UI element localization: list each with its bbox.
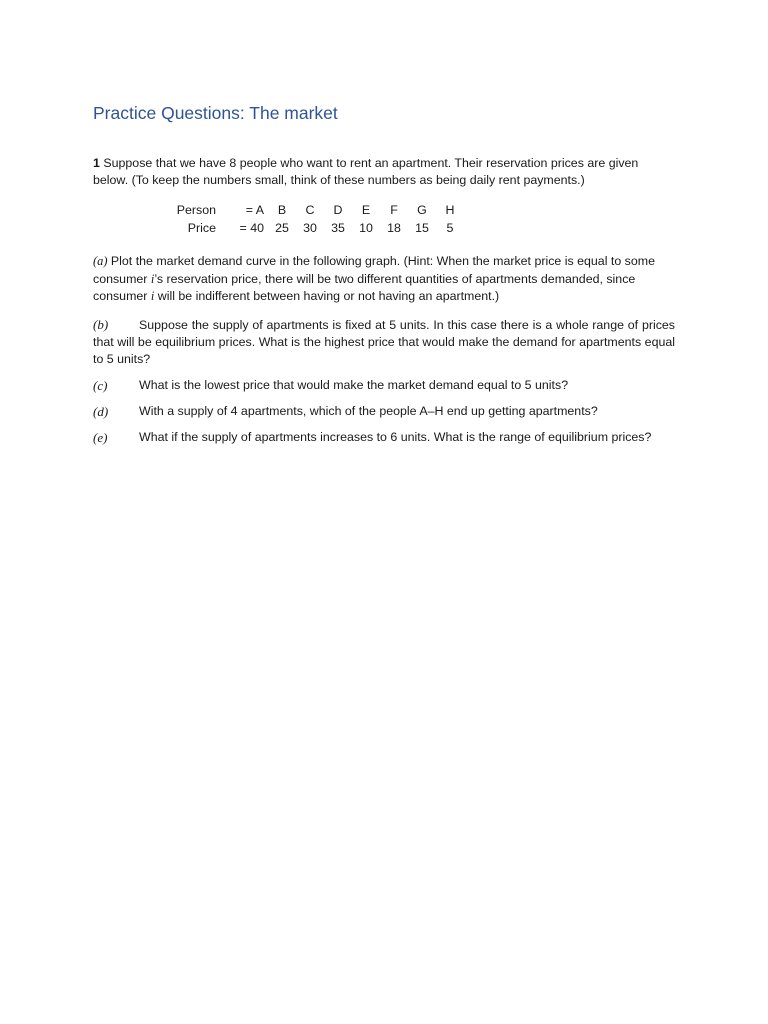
table-cell: 10	[359, 221, 373, 235]
part-c-label: (c)	[93, 378, 108, 394]
table-cell: = A	[245, 203, 264, 217]
document-page	[93, 102, 675, 446]
part-e	[93, 429, 675, 446]
table-cell: B	[277, 203, 287, 217]
table-cell: 18	[387, 221, 401, 235]
part-a-label: (a)	[93, 254, 108, 268]
row-label-price: Price	[187, 221, 216, 235]
part-a-text-1: Plot the market demand curve in the following graph. (Hint: When the market price is equal to some consumer	[93, 254, 655, 286]
page-title: Practice Questions: The market	[93, 103, 338, 123]
table-cell: E	[361, 203, 371, 217]
table-cell: 15	[415, 221, 429, 235]
question-1-text: Suppose that we have 8 people who want to rent an apartment. Their reservation prices are given below. (To keep the numbers small, think of these numbers as being daily rent payments.)	[93, 156, 639, 187]
part-a-italic-i-1: i	[150, 271, 155, 286]
part-b-text: Suppose the supply of apartments is fixed at 5 units. In this case there is a whole range of prices that will be equilibrium prices. What is the highest price that would make the demand for apartments equal to 5 units?	[93, 317, 675, 367]
table-cell: G	[417, 203, 427, 217]
part-d-label: (d)	[93, 404, 109, 420]
table-cell: 5	[446, 221, 454, 235]
part-e-label: (e)	[93, 430, 108, 446]
table-cell: 25	[275, 221, 289, 235]
question-number: 1	[93, 156, 100, 170]
part-b-label: (b)	[93, 316, 109, 332]
part-c	[93, 377, 675, 394]
table-cell: 35	[331, 221, 345, 235]
table-row-person	[166, 201, 464, 219]
table-cell: 30	[303, 221, 317, 235]
part-e-text: What if the supply of apartments increases to 6 units. What is the range of equilibrium prices?	[139, 430, 652, 445]
part-a-italic-i-2: i	[150, 289, 155, 303]
table-cell: F	[390, 203, 398, 217]
part-b	[93, 316, 675, 369]
table-row-price	[166, 219, 464, 237]
part-d	[93, 403, 675, 420]
part-a-text-2: ’s reservation price, there will be two different quantities of apartments demanded, since consumer	[93, 271, 636, 303]
table-cell: H	[445, 203, 455, 217]
question-1-intro	[93, 155, 675, 189]
part-d-text: With a supply of 4 apartments, which of the people A–H end up getting apartments?	[139, 404, 598, 419]
part-a-text-3: will be indifferent between having or not having an apartment.)	[154, 289, 500, 303]
table-cell: D	[333, 203, 343, 217]
part-c-text: What is the lowest price that would make the market demand equal to 5 units?	[139, 378, 569, 393]
table-cell: = 40	[239, 221, 264, 235]
row-label-person: Person	[176, 203, 216, 217]
table-cell: C	[305, 203, 315, 217]
part-a	[93, 253, 675, 306]
reservation-price-table	[166, 201, 464, 237]
